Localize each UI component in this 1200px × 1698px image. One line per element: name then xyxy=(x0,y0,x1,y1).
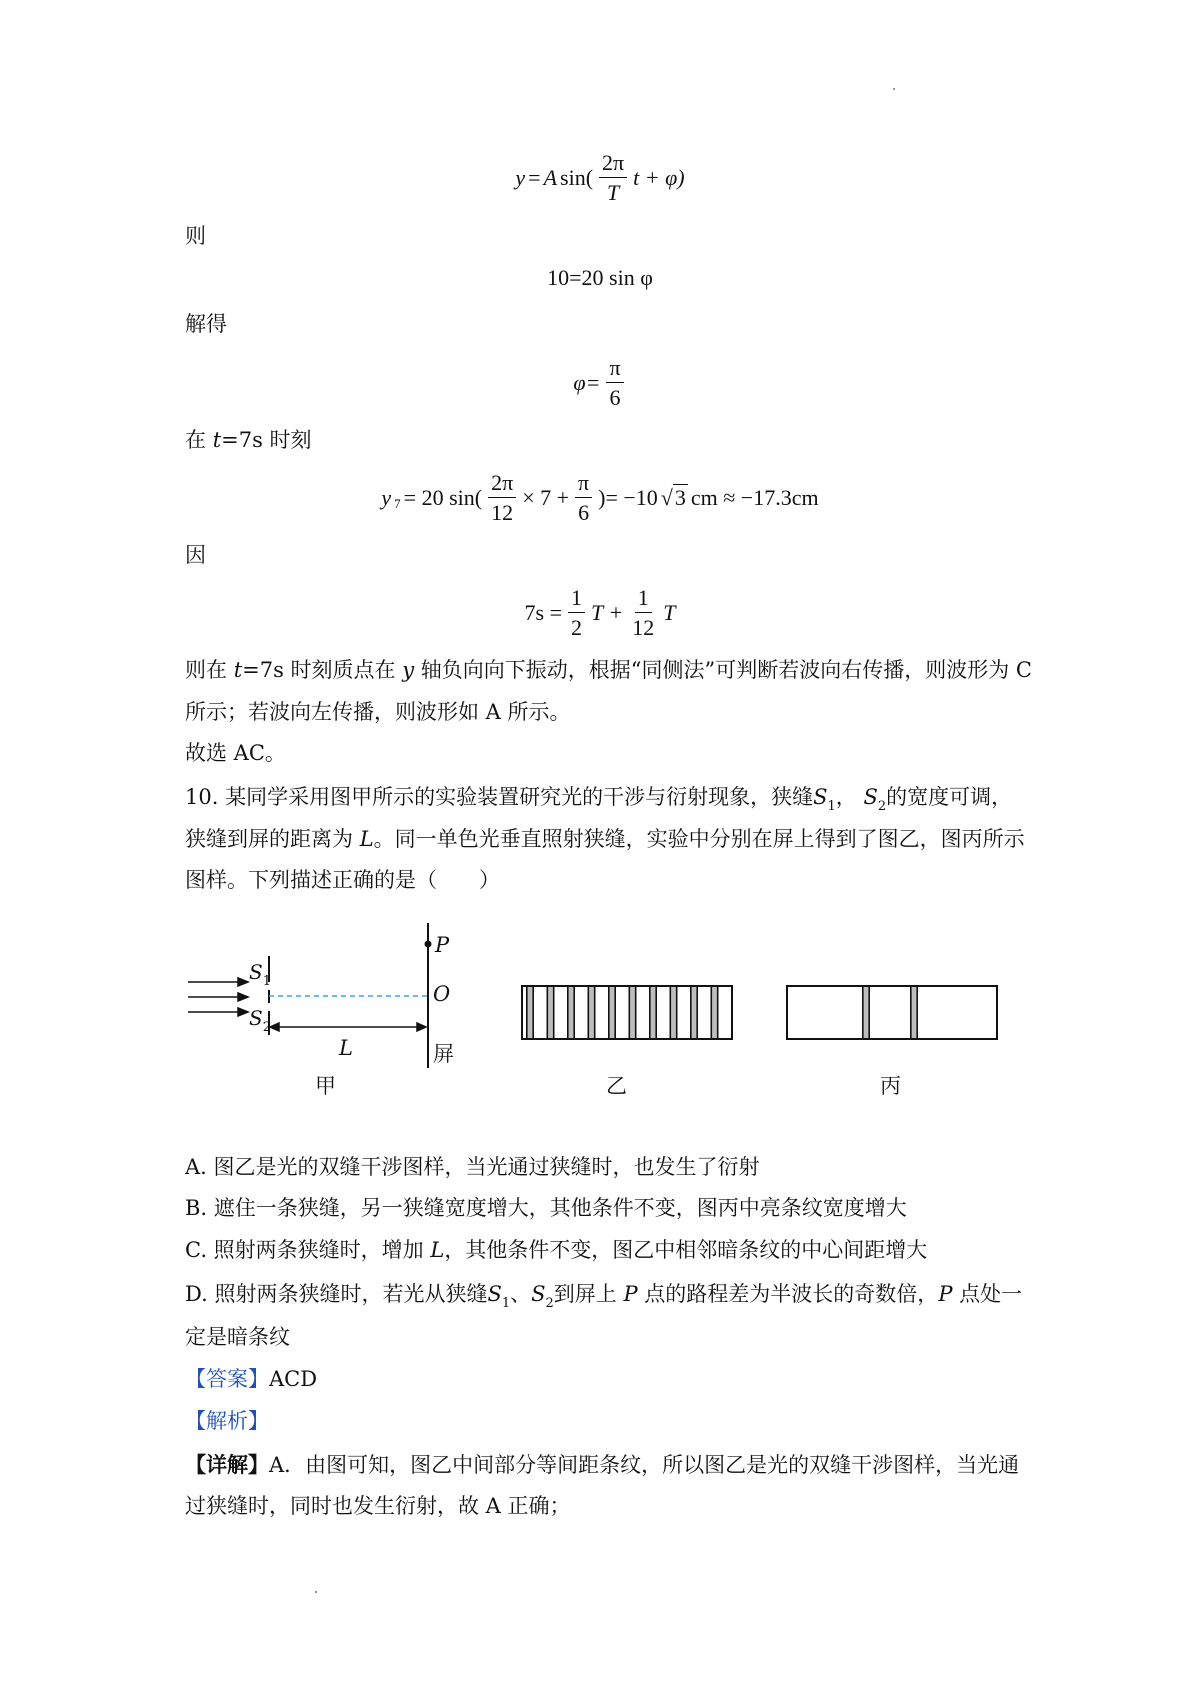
label-O-text: O xyxy=(433,982,451,1006)
dimension-L xyxy=(270,1023,426,1031)
q10-l1a: 10. 某同学采用图甲所示的实验装置研究光的干涉与衍射现象，狭缝 xyxy=(185,785,814,809)
eq-y7-lhs: y xyxy=(381,484,392,510)
eq-wave-equals: = xyxy=(528,164,541,190)
label-L xyxy=(339,1036,353,1061)
option-D-line1 xyxy=(185,1282,1023,1311)
q10-sep: ， xyxy=(835,785,857,809)
detail-line1 xyxy=(185,1452,1019,1478)
optC-L: L xyxy=(430,1238,445,1262)
answer-value: ACD xyxy=(269,1367,318,1391)
eq-wave-amp: A xyxy=(543,164,558,190)
optD-P2: P xyxy=(938,1282,953,1306)
q10-l1b: 的宽度可调， xyxy=(886,785,1013,809)
dark-fringe-yi xyxy=(649,987,657,1038)
zai-pre: 在 xyxy=(185,428,213,452)
caption-jia: 甲 xyxy=(315,1074,336,1098)
eq-7s-f1-den: 2 xyxy=(571,615,583,641)
optD-b: 到屏上 xyxy=(553,1282,624,1306)
dark-fringe-yi xyxy=(670,987,678,1038)
text-guxuan: 故选 AC。 xyxy=(185,741,286,765)
dark-fringe-yi xyxy=(547,987,555,1038)
dark-fringe-yi xyxy=(690,987,698,1038)
option-B: B. 遮住一条狭缝，另一狭缝宽度增大，其他条件不变，图丙中亮条纹宽度增大 xyxy=(185,1196,907,1220)
text-yin: 因 xyxy=(185,543,206,567)
eq-phi-den: 6 xyxy=(609,385,621,411)
optC-b: ，其他条件不变，图乙中相邻暗条纹的中心间距增大 xyxy=(444,1238,928,1262)
caption-yi: 乙 xyxy=(606,1074,627,1098)
q10-s1-sub: 1 xyxy=(827,799,836,814)
label-S2 xyxy=(249,1006,271,1035)
caption-bing: 丙 xyxy=(880,1074,901,1098)
answer-tag: 【答案】 xyxy=(185,1367,269,1391)
eq-wave-sin: sin( xyxy=(560,164,594,190)
eq-y7-sqrt: √ 3 xyxy=(660,485,686,511)
eq-y7-tail1: )= −10 xyxy=(598,484,658,510)
label-S1-text: S xyxy=(249,960,263,984)
detail-line1-text: A．由图可知，图乙中间部分等间距条纹，所以图乙是光的双缝干涉图样，当光通 xyxy=(269,1453,1020,1477)
optC-a: C. 照射两条狭缝时，增加 xyxy=(185,1238,431,1262)
p1-c: 轴负向向下振动，根据“同侧法”可判断若波向右传播，则波形为 C xyxy=(414,658,1032,682)
eq-7s-mid: T + xyxy=(591,599,624,625)
analysis-tag-text: 【解析】 xyxy=(185,1409,269,1433)
option-C xyxy=(185,1238,927,1263)
q10-l2b: 。同一单色光垂直照射狭缝，实验中分别在屏上得到了图乙，图丙所示 xyxy=(373,827,1025,851)
eq-y7-f2-num: π xyxy=(575,470,592,498)
dark-fringe-yi xyxy=(588,987,596,1038)
eq-y7-f2-den: 6 xyxy=(578,500,590,526)
light-arrows xyxy=(188,978,248,1016)
optD-a: D. 照射两条狭缝时，若光从狭缝 xyxy=(185,1282,488,1306)
eq-y7-f1-den: 12 xyxy=(491,500,514,526)
dark-fringe-yi xyxy=(526,987,534,1038)
zai-t: t xyxy=(212,428,222,452)
option-A: A. 图乙是光的双缝干涉图样，当光通过狭缝时，也发生了衍射 xyxy=(185,1155,760,1179)
eq-y7-f1-num: 2π xyxy=(488,470,516,498)
eq-y7-radicand: 3 xyxy=(674,485,686,511)
dark-fringe-bing xyxy=(862,987,870,1038)
p1-a: 则在 xyxy=(185,658,234,682)
analysis-tag xyxy=(185,1409,269,1434)
optD-mid: 、 xyxy=(510,1282,532,1306)
label-P-text: P xyxy=(435,933,450,957)
dark-fringe-yi xyxy=(629,987,637,1038)
optD-P: P xyxy=(623,1282,638,1306)
optD-s2: S xyxy=(531,1282,546,1306)
label-O xyxy=(433,982,450,1007)
eq-y7-mid: × 7 + xyxy=(522,484,570,510)
label-L-text: L xyxy=(339,1036,353,1060)
p1-y: y xyxy=(402,658,415,682)
p1-t: t xyxy=(233,658,243,682)
eq-phi-lhs: φ= xyxy=(573,369,601,395)
point-P xyxy=(425,941,432,948)
eq-y7-eq: = 20 sin( xyxy=(403,484,483,510)
label-P xyxy=(435,933,449,958)
detail-line2: 过狭缝时，同时也发生衍射，故 A 正确； xyxy=(185,1494,571,1518)
eq-7s-f1-num: 1 xyxy=(568,585,585,613)
eq-y7-sub: 7 xyxy=(394,495,401,511)
label-S1-sub: 1 xyxy=(262,974,271,989)
para1-line2: 所示；若波向左传播，则波形如 A 所示。 xyxy=(185,700,571,724)
dark-fringe-yi xyxy=(711,987,719,1038)
zai-post: =7s 时刻 xyxy=(221,428,312,452)
eq-wave-den: T xyxy=(606,180,620,206)
eq-phi-num: π xyxy=(606,355,623,383)
q10-l2a: 狭缝到屏的距离为 xyxy=(185,827,360,851)
dark-fringe-yi xyxy=(608,987,616,1038)
label-S2-text: S xyxy=(249,1006,263,1030)
p1-b: =7s 时刻质点在 xyxy=(242,658,403,682)
text-jiede: 解得 xyxy=(185,312,227,336)
eq-7s-f2-den: 12 xyxy=(632,615,655,641)
eq-7s-lhs: 7s = xyxy=(524,599,563,625)
detail-tag: 【详解】 xyxy=(185,1452,269,1477)
option-D-line2: 定是暗条纹 xyxy=(185,1325,290,1349)
label-S1 xyxy=(249,960,271,989)
eq-wave-num: 2π xyxy=(599,150,627,178)
optD-d: 点处一 xyxy=(952,1282,1023,1306)
optD-s2-sub: 2 xyxy=(545,1296,554,1311)
eq-y7-tail2: cm ≈ −17.3cm xyxy=(690,484,819,510)
q10-s2: S xyxy=(863,785,878,809)
eq-7s-f2-num: 1 xyxy=(635,585,652,613)
label-screen: 屏 xyxy=(433,1042,454,1066)
eq-phase-text: 10=20 sin φ xyxy=(547,265,653,290)
label-S2-sub: 2 xyxy=(262,1020,271,1035)
q10-s1: S xyxy=(813,785,828,809)
optD-s1-sub: 1 xyxy=(501,1296,511,1311)
answer-line xyxy=(185,1367,317,1392)
dark-fringe-yi xyxy=(567,987,575,1038)
dark-fringe-bing xyxy=(910,987,918,1038)
text-ze: 则 xyxy=(185,224,206,248)
eq-wave-lhs: y xyxy=(515,164,526,190)
optD-s1: S xyxy=(487,1282,502,1306)
pattern-bing-frame xyxy=(787,986,997,1039)
q10-line3: 图样。下列描述正确的是（ ） xyxy=(185,868,500,892)
optD-c: 点的路程差为半波长的奇数倍， xyxy=(637,1282,939,1306)
eq-7s-tail: T xyxy=(663,599,676,625)
q10-s2-sub: 2 xyxy=(877,799,887,814)
eq-wave-tail: t + φ) xyxy=(633,164,685,190)
q10-L: L xyxy=(359,827,374,851)
